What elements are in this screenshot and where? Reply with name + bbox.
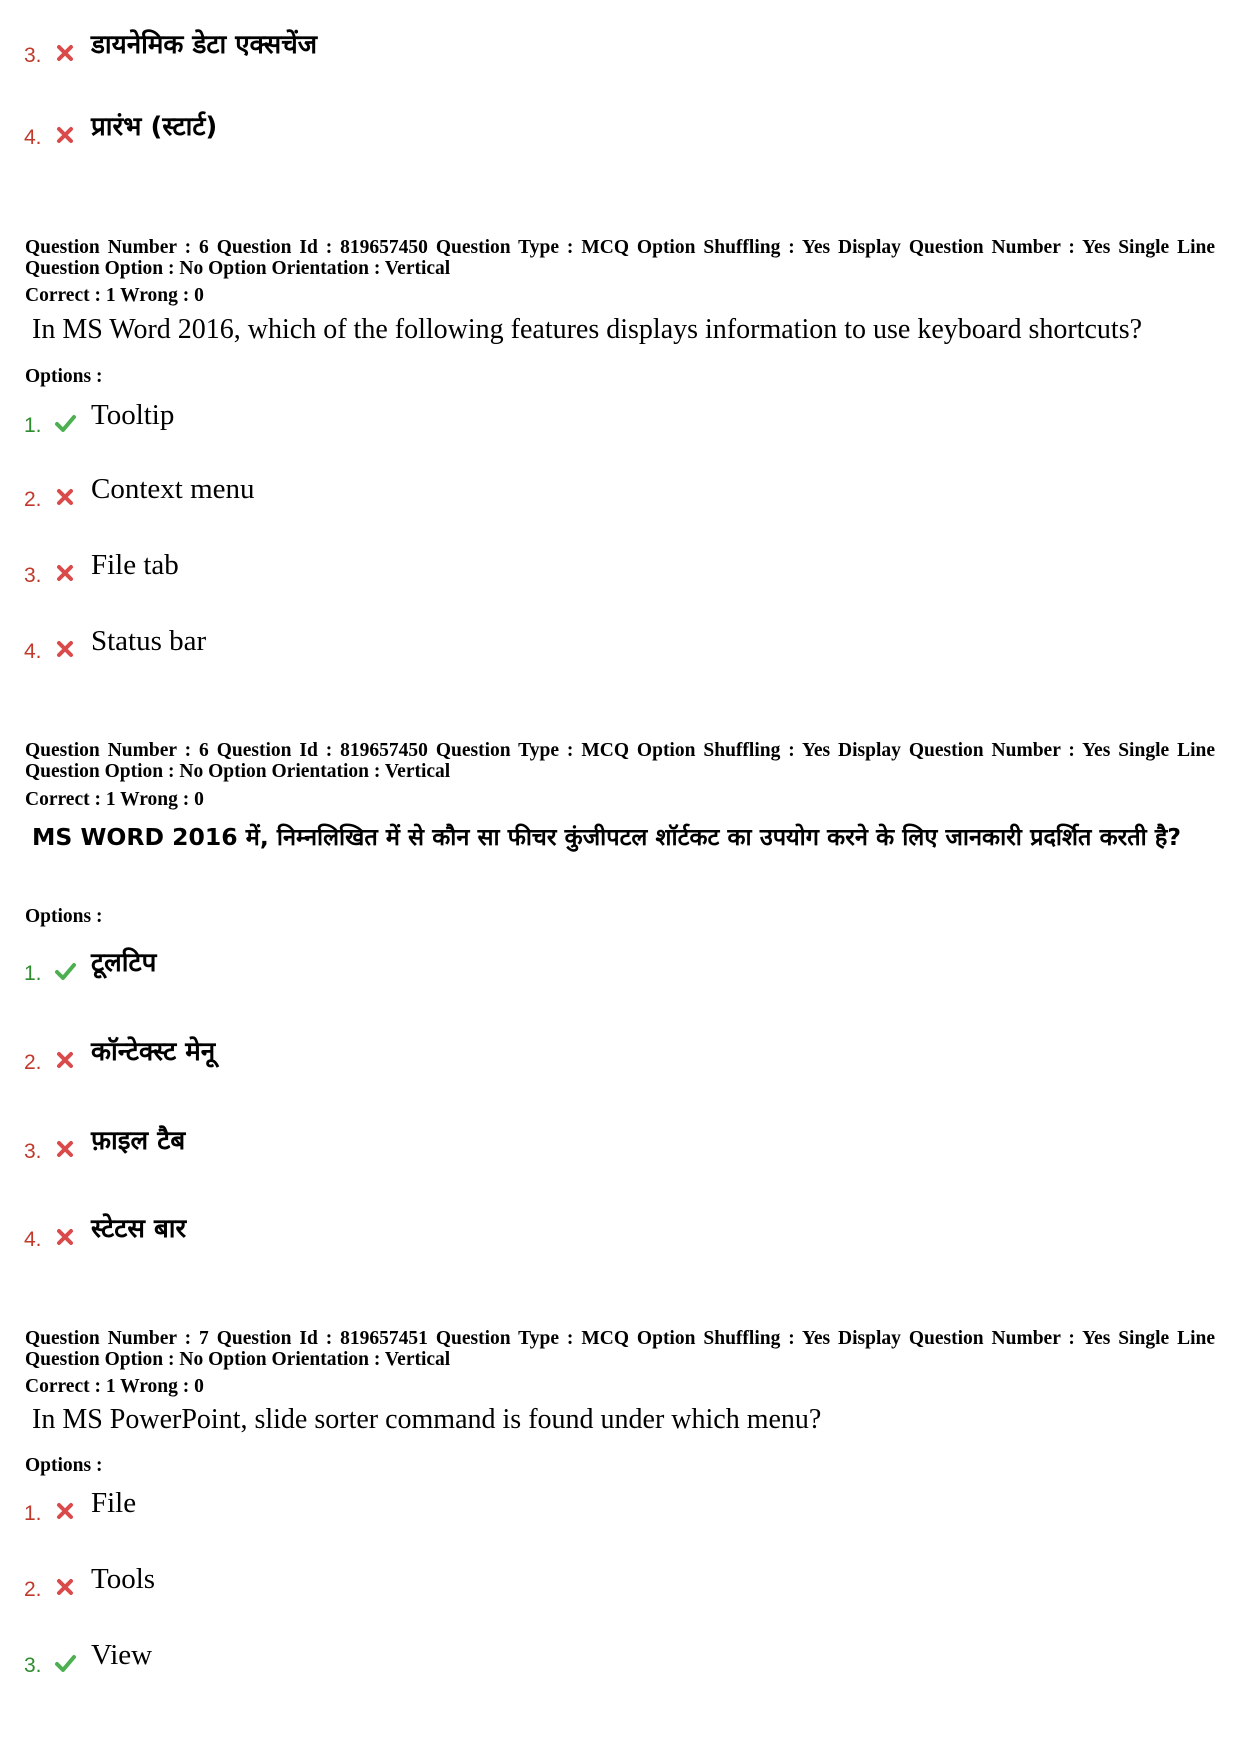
question-score: Correct : 1 Wrong : 0 bbox=[25, 789, 204, 810]
question-text: In MS PowerPoint, slide sorter command is found under which menu? bbox=[32, 1404, 822, 1435]
question-score: Correct : 1 Wrong : 0 bbox=[25, 285, 204, 306]
option-number: 1. bbox=[24, 1502, 42, 1525]
cross-icon bbox=[54, 1500, 76, 1522]
option-text: File bbox=[91, 1487, 137, 1519]
option-number: 4. bbox=[24, 126, 42, 149]
question-meta: Question Number : 6 Question Id : 819657450 Question Type : MCQ Option Shuffling : Yes Display Question Number : Yes Single Line Question Option : No Option Orientation : Vertical bbox=[25, 740, 1215, 782]
option-number: 3. bbox=[24, 1140, 42, 1163]
option-row bbox=[24, 944, 1124, 984]
option-number: 2. bbox=[24, 488, 42, 511]
cross-icon bbox=[54, 42, 76, 64]
option-row bbox=[24, 1636, 1124, 1676]
question-text: In MS Word 2016, which of the following features displays information to use keyboard shortcuts? bbox=[32, 314, 1143, 345]
check-icon bbox=[54, 412, 76, 434]
options-label: Options : bbox=[25, 366, 103, 387]
option-text: प्रारंभ (स्टार्ट) bbox=[91, 112, 218, 142]
question-score: Correct : 1 Wrong : 0 bbox=[25, 1376, 204, 1397]
cross-icon bbox=[54, 562, 76, 584]
option-number: 4. bbox=[24, 640, 42, 663]
option-text: टूलटिप bbox=[91, 948, 157, 978]
option-row bbox=[24, 1484, 1124, 1524]
option-row bbox=[24, 622, 1124, 662]
option-text: कॉन्टेक्स्ट मेनू bbox=[91, 1037, 216, 1067]
cross-icon bbox=[54, 1576, 76, 1598]
option-text: File tab bbox=[91, 549, 179, 581]
cross-icon bbox=[54, 1138, 76, 1160]
options-label: Options : bbox=[25, 1455, 103, 1476]
cross-icon bbox=[54, 638, 76, 660]
option-text: Context menu bbox=[91, 473, 255, 505]
option-number: 3. bbox=[24, 564, 42, 587]
option-row bbox=[24, 1122, 1124, 1162]
option-text: फ़ाइल टैब bbox=[91, 1126, 186, 1156]
question-meta: Question Number : 7 Question Id : 819657451 Question Type : MCQ Option Shuffling : Yes Display Question Number : Yes Single Line Question Option : No Option Orientation : Vertical bbox=[25, 1328, 1215, 1370]
option-number: 1. bbox=[24, 962, 42, 985]
option-text: डायनेमिक डेटा एक्सचेंज bbox=[91, 30, 318, 60]
cross-icon bbox=[54, 486, 76, 508]
option-row bbox=[24, 26, 1124, 66]
option-number: 3. bbox=[24, 44, 42, 67]
option-row bbox=[24, 470, 1124, 510]
option-text: स्टेटस बार bbox=[91, 1214, 187, 1244]
option-number: 2. bbox=[24, 1051, 42, 1074]
option-row bbox=[24, 108, 1124, 148]
cross-icon bbox=[54, 1226, 76, 1248]
check-icon bbox=[54, 960, 76, 982]
option-text: View bbox=[91, 1639, 153, 1671]
option-text: Tools bbox=[91, 1563, 156, 1595]
option-row bbox=[24, 546, 1124, 586]
option-number: 3. bbox=[24, 1654, 42, 1677]
cross-icon bbox=[54, 124, 76, 146]
option-number: 2. bbox=[24, 1578, 42, 1601]
question-meta: Question Number : 6 Question Id : 819657450 Question Type : MCQ Option Shuffling : Yes Display Question Number : Yes Single Line Question Option : No Option Orientation : Vertical bbox=[25, 237, 1215, 279]
option-row bbox=[24, 1560, 1124, 1600]
options-label: Options : bbox=[25, 906, 103, 927]
cross-icon bbox=[54, 1049, 76, 1071]
option-row bbox=[24, 1210, 1124, 1250]
option-row bbox=[24, 396, 1124, 436]
check-icon bbox=[54, 1652, 76, 1674]
option-row bbox=[24, 1033, 1124, 1073]
option-text: Status bar bbox=[91, 625, 207, 657]
question-text: MS WORD 2016 में, निम्नलिखित में से कौन सा फीचर कुंजीपटल शॉर्टकट का उपयोग करने के लिए जानकारी प्रदर्शित करती है? bbox=[32, 823, 1181, 851]
option-number: 1. bbox=[24, 414, 42, 437]
option-number: 4. bbox=[24, 1228, 42, 1251]
option-text: Tooltip bbox=[91, 399, 175, 431]
